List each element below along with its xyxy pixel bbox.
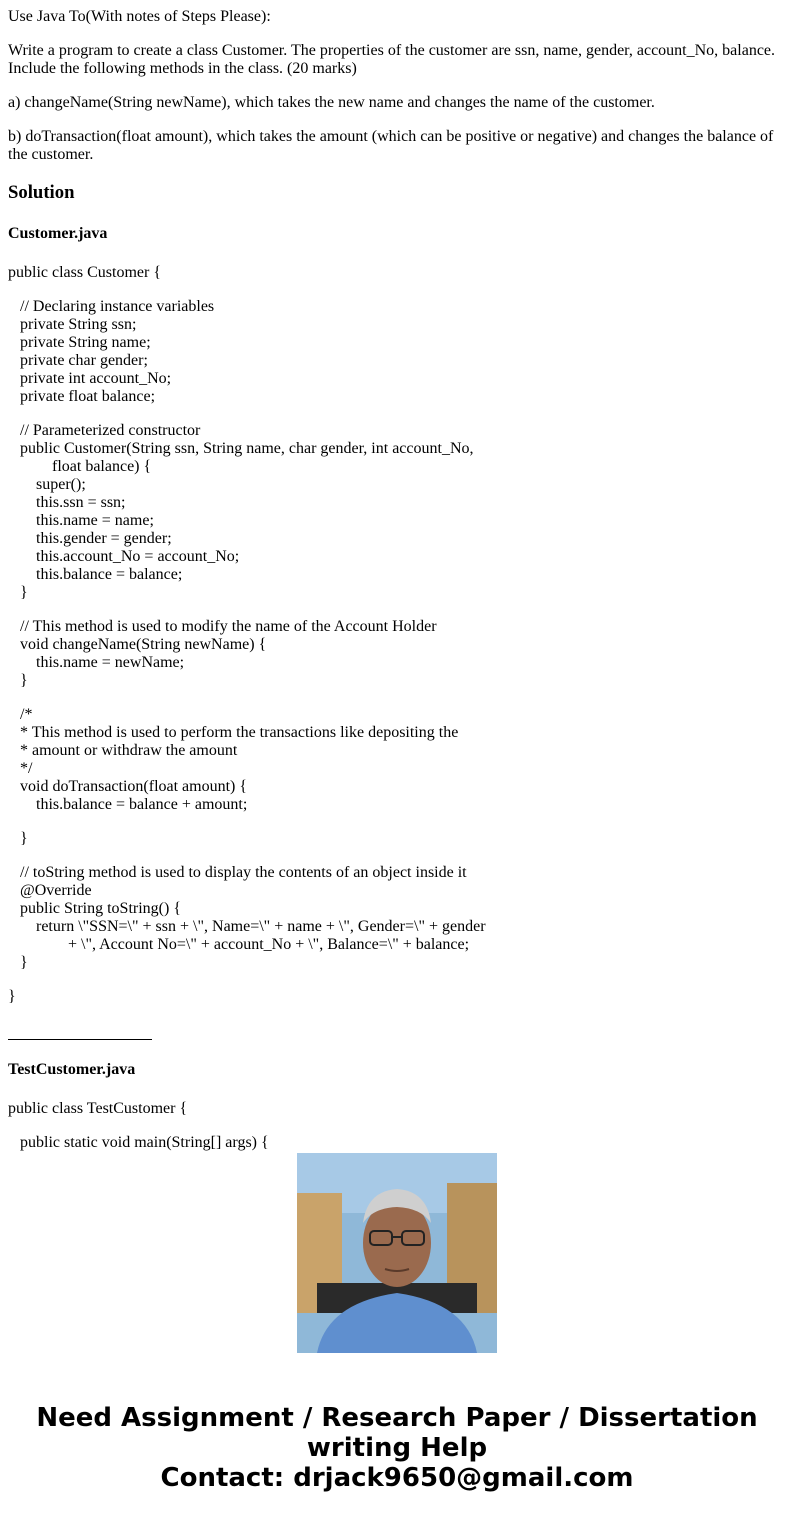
question-task: Write a program to create a class Customer. The properties of the customer are ssn, name, gender, account_No, balance. Include the following methods in the class. (20 marks)	[8, 42, 776, 77]
code-line: // Declaring instance variables	[8, 298, 215, 315]
code-line: @Override	[8, 882, 92, 899]
code-line: public class TestCustomer {	[8, 1100, 188, 1117]
code-line: private float balance;	[8, 388, 156, 405]
solution-heading: Solution	[8, 182, 75, 203]
code-line: * amount or withdraw the amount	[8, 742, 238, 759]
promo-line-2: writing Help	[306, 1433, 488, 1463]
code-line: private String ssn;	[8, 316, 137, 333]
code-block	[8, 618, 786, 690]
code-block	[8, 1100, 786, 1118]
code-line: }	[8, 830, 28, 847]
promo-banner	[0, 1403, 794, 1493]
code-line: this.account_No = account_No;	[8, 548, 240, 565]
code-line: private String name;	[8, 334, 151, 351]
code-line: }	[8, 954, 28, 971]
code-line: // Parameterized constructor	[8, 422, 201, 439]
code-line: void doTransaction(float amount) {	[8, 778, 248, 795]
code-block	[8, 830, 786, 848]
code-block	[8, 988, 786, 1006]
question-item-a: a) changeName(String newName), which takes the new name and changes the name of the customer.	[8, 94, 655, 111]
code-block	[8, 1134, 786, 1152]
code-line: * This method is used to perform the transactions like depositing the	[8, 724, 459, 741]
code-line: }	[8, 672, 28, 689]
code-line: public class Customer {	[8, 264, 161, 281]
document-body	[8, 0, 786, 1151]
promo-line-1: Need Assignment / Research Paper / Dissertation	[36, 1403, 758, 1433]
question-item-b: b) doTransaction(float amount), which takes the amount (which can be positive or negative) and changes the balance of the customer.	[8, 128, 774, 163]
code-line: // toString method is used to display the contents of an object inside it	[8, 864, 467, 881]
code-line: }	[8, 988, 16, 1005]
code-line: public String toString() {	[8, 900, 182, 917]
promo-contact: Contact: drjack9650@gmail.com	[160, 1463, 634, 1493]
question-intro: Use Java To(With notes of Steps Please):	[8, 8, 271, 25]
code-block	[8, 864, 786, 972]
code-line: }	[8, 584, 28, 601]
code-block	[8, 298, 786, 406]
code-customer-java	[8, 264, 786, 1006]
code-line: super();	[8, 476, 86, 493]
code-line: return \"SSN=\" + ssn + \", Name=\" + name + \", Gender=\" + gender	[8, 918, 486, 935]
code-testcustomer-java	[8, 1100, 786, 1152]
code-line: private char gender;	[8, 352, 148, 369]
code-line: public static void main(String[] args) {	[8, 1134, 269, 1151]
divider	[8, 1022, 152, 1040]
code-block	[8, 706, 786, 814]
author-photo	[297, 1153, 497, 1353]
code-line: private int account_No;	[8, 370, 172, 387]
code-line: this.balance = balance + amount;	[8, 796, 248, 813]
code-line: this.name = newName;	[8, 654, 185, 671]
code-line: + \", Account No=\" + account_No + \", Balance=\" + balance;	[8, 936, 470, 953]
code-line: public Customer(String ssn, String name, char gender, int account_No,	[8, 440, 474, 457]
file-title-testcustomer: TestCustomer.java	[8, 1061, 136, 1078]
code-block	[8, 264, 786, 282]
code-line: // This method is used to modify the name of the Account Holder	[8, 618, 437, 635]
code-line: float balance) {	[8, 458, 152, 475]
code-line: this.name = name;	[8, 512, 154, 529]
code-line: /*	[8, 706, 33, 723]
code-line: this.balance = balance;	[8, 566, 183, 583]
code-line: this.ssn = ssn;	[8, 494, 126, 511]
code-line: void changeName(String newName) {	[8, 636, 267, 653]
code-line: */	[8, 760, 33, 777]
code-line: this.gender = gender;	[8, 530, 172, 547]
code-block	[8, 422, 786, 602]
file-title-customer: Customer.java	[8, 225, 108, 242]
